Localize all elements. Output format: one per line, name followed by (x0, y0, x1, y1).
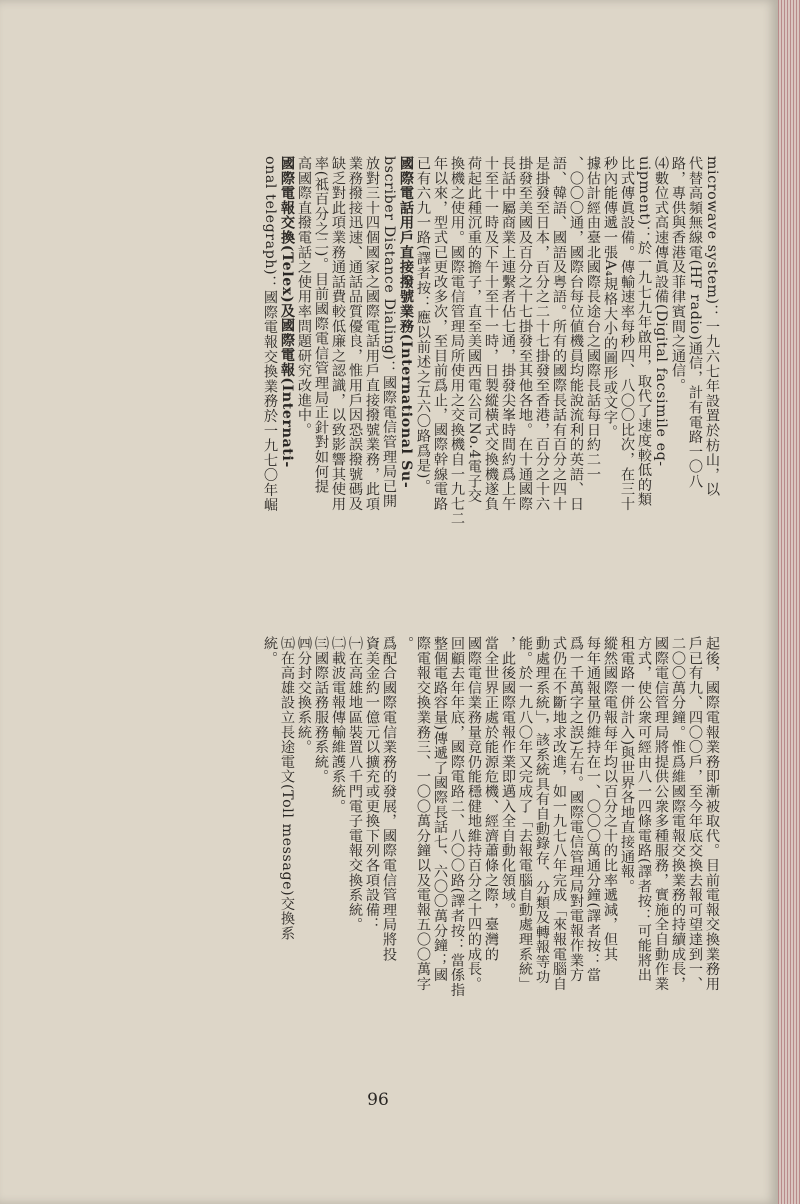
text-line: uipment)：於一九七九年啟用，取代了速度較低的類 (636, 156, 652, 507)
text-line: 語、韓語、國語及粤語。所有的國際長話有百分之四十 (551, 156, 567, 512)
text-line: 比式傳眞設備。傳輸速率每秒四、八〇〇比次，在三十 (619, 156, 635, 512)
section-heading: 國際電話用戶直接撥號業務(International Su- (398, 156, 414, 489)
text-line: 缺乏對此項業務通話費較低廉之認識，以致影響其使用 (330, 156, 346, 512)
text-line: 。 (398, 636, 414, 651)
text-line: 起後，國際電報業務即漸被取代。目前電報交換業務用 (704, 636, 720, 992)
list-item: ㈠在高雄地區裝置八千門電子電報交換系統。 (347, 636, 363, 932)
text-line: 放對三十四個國家之國際電話用戶直接撥號業務，此項 (364, 156, 380, 512)
text-line: microwave system)：一九六七年設置於枋山，以 (704, 156, 720, 498)
text-line: 整個電路容量)傳遞了國際長話七、六〇〇萬分鐘；國 (432, 636, 448, 983)
text-line: 租電路一併計入)與世界各地直接通報。 (619, 636, 635, 894)
text-line: 路，專供與香港及菲律賓間之通信。 (670, 156, 686, 393)
text-line: 動處理系統」，該系統具有自動錄存、分類及轉報等功 (534, 636, 550, 985)
text-line: 方式，使公衆可經由八一四條電路(譯者按：可能將出 (636, 636, 652, 983)
text-line: onal telegraph)：國際電報交換業務於一九七〇年崛 (262, 156, 278, 513)
text-line: 際電報交換業務三、一〇〇萬分鐘以及電報五〇〇萬字 (415, 636, 431, 992)
list-item: 統。 (262, 636, 278, 666)
lower-text-block (120, 636, 720, 1076)
list-item: ㈡載波電報傳輸維護系統。 (330, 636, 346, 814)
text-line: 當全世界正處於能源危機、經濟蕭條之際，臺灣的 (483, 636, 499, 962)
text-line: 是掛發至日本，百分之二十七掛發至香港，百分之十六 (534, 156, 550, 512)
text-line: ⑷數位式高速傳眞設備(Digital facsimile eq- (653, 156, 669, 467)
text-line: 爲一千萬字之誤)左右。國際電信管理局對電報作業方 (568, 636, 584, 983)
text-line: 業務撥接迅速、通話品質優良，惟用戶因恐誤撥號碼及 (347, 156, 363, 512)
text-line: 已有六九一路(譯者按：應以前述之五六〇路爲是)。 (415, 156, 431, 494)
list-item: ㈤在高雄設立長途電文(Toll message)交換系 (279, 636, 295, 941)
text-line: 率(祗百分之二)。目前國際電信管理局正針對如何提 (313, 156, 329, 494)
text-line: 二〇〇萬分鐘。惟爲維國際電報交換業務的持續成長， (670, 636, 686, 992)
text-line: 能。於一九八〇年又完成了「去報電腦自動處理系統」 (517, 636, 533, 992)
text-line: 回顧去年年底，國際電路二、八〇〇路(譯者按：當係指 (449, 636, 465, 998)
text-line: 長話中屬商業上連繫者佔七通，掛發尖峯時間約爲上午 (500, 156, 516, 512)
text-line: 秒內能傳遞一張A₄規格大小的圖形或文字。 (602, 156, 618, 440)
text-line: 爲配合國際電信業務的發展，國際電信管理局將投 (381, 636, 397, 962)
page-stack-edge (778, 0, 800, 1204)
text-line: 荷起此種沉重的擔子，直至美國西電公司No.4電子交 (466, 156, 482, 504)
text-line: 換機之使用。國際電信管理局所使用之交換機自一九七二 (449, 156, 465, 526)
text-line: 資美金約一億元以擴充或更換下列各項設備： (364, 636, 380, 932)
text-line: 國際電信管理局將提供公衆多種服務，實施全自動作業 (653, 636, 669, 992)
text-line: 年以來，型式已更改多次，至目前爲止，國際幹線電路 (432, 156, 448, 512)
section-heading: 國際電報交換(Telex)及國際電報(Internati- (279, 156, 295, 468)
text-line: 縱然國際電報每年均以百分之十的比率遞減，但其 (602, 636, 618, 962)
text-line: 十至十一時及下午十至十一時，日製縱橫式交換機遂負 (483, 156, 499, 512)
list-item: ㈣分封交換系統。 (296, 636, 312, 755)
text-line: 據估計經由臺北國際長途台之國際長話每日約二一 (585, 156, 601, 482)
list-item: ㈢國際話務服務系統。 (313, 636, 329, 784)
text-line: 、〇〇〇通，國際台每位値機員均能說流利的英語、日 (568, 156, 584, 512)
upper-text-block (120, 156, 720, 618)
text-line: bscriber Distance Dialing)：國際電信管理局已開 (381, 156, 397, 509)
text-line: ，此後國際電報作業即邁入全自動化領域。 (500, 636, 516, 918)
text-line: 高國際直撥電話之使用率問題研究改進中。 (296, 156, 312, 438)
text-line: 國際電信業務量竟仍能穩健地維持百分之十四的成長。 (466, 636, 482, 992)
text-line: 戶已有九、四〇〇戶，至今年底交換去報可望達到一、 (687, 636, 703, 992)
text-line: 掛發至美國及百分之十七掛發至其他各地。在十通國際 (517, 156, 533, 512)
page-number: 96 (367, 1090, 389, 1110)
text-line: 代替高頻無線電(HF radio)通信，計有電路一〇八 (687, 156, 703, 489)
text-line: 每年通報量仍維持在一、〇〇〇萬通分鐘(譯者按：當 (585, 636, 601, 983)
text-line: 式仍在不斷地求改進，如一九七八年完成「來報電腦自 (551, 636, 567, 992)
